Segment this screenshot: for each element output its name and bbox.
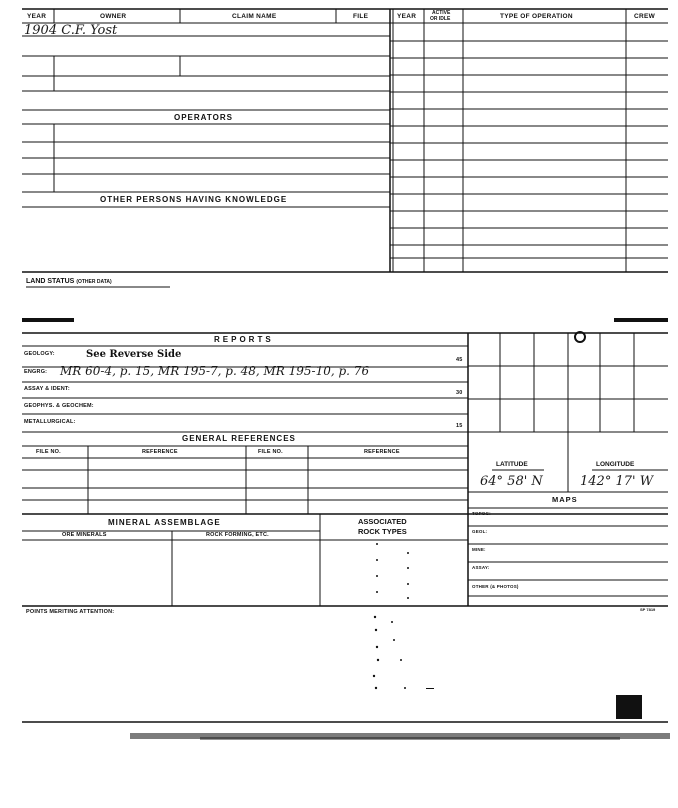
col-year: YEAR <box>27 13 47 20</box>
ref-col-reference: REFERENCE <box>142 449 178 455</box>
geology-value: See Reverse Side <box>86 349 182 360</box>
col-owner: OWNER <box>100 13 127 20</box>
longitude-label: LONGITUDE <box>596 461 635 468</box>
engrg-value: MR 60-4, p. 15, MR 195-7, p. 48, MR 195-10, p. 76 <box>60 364 370 378</box>
form-code: SP 7819 <box>640 607 656 612</box>
col-crew: CREW <box>634 13 656 20</box>
ref-col-file-no: FILE NO. <box>36 449 61 455</box>
ore-minerals-label: ORE MINERALS <box>62 532 107 538</box>
engrg-label: ENGRG: <box>24 369 48 375</box>
owner-entry: 1904 C.F. Yost <box>24 23 118 38</box>
land-status-label <box>26 278 112 285</box>
longitude-value: 142° 17' W <box>580 474 654 489</box>
land-status-title: LAND STATUS <box>26 278 75 285</box>
ref-col-reference-2: REFERENCE <box>364 449 400 455</box>
mineral-assemblage-heading: MINERAL ASSEMBLAGE <box>108 518 221 527</box>
latitude-label: LATITUDE <box>496 461 528 468</box>
col-active-line1: ACTIVE <box>432 10 451 16</box>
report-code-30: 30 <box>456 390 463 396</box>
col-active-line2: OR IDLE <box>430 16 451 22</box>
other-persons-heading: OTHER PERSONS HAVING KNOWLEDGE <box>100 195 288 204</box>
assoc-rock-line2: ROCK TYPES <box>358 527 407 536</box>
reports-heading: REPORTS <box>214 335 274 344</box>
report-code-15: 15 <box>456 423 463 429</box>
col-year-2: YEAR <box>397 13 417 20</box>
maps-heading: MAPS <box>552 495 578 504</box>
points-meriting-label: POINTS MERITING ATTENTION: <box>26 609 115 615</box>
maps-geol: GEOL: <box>472 529 488 534</box>
rock-forming-label: ROCK FORMING, ETC. <box>206 532 269 538</box>
col-type-of-operation: TYPE OF OPERATION <box>500 13 573 20</box>
maps-topog: TOPOG: <box>472 511 491 516</box>
maps-other: OTHER (& PHOTOS) <box>472 584 519 589</box>
maps-mine: MINE: <box>472 547 486 552</box>
assoc-rock-line1: ASSOCIATED <box>358 517 407 526</box>
report-code-45: 45 <box>456 357 463 363</box>
metallurgical-label: METALLURGICAL: <box>24 419 76 425</box>
general-references-heading: GENERAL REFERENCES <box>182 434 296 443</box>
latitude-value: 64° 58' N <box>480 474 543 489</box>
maps-assay: ASSAY: <box>472 565 490 570</box>
col-file: FILE <box>353 13 369 20</box>
col-claim-name: CLAIM NAME <box>232 13 277 20</box>
operators-heading: OPERATORS <box>174 113 233 122</box>
assay-label: ASSAY & IDENT: <box>24 386 70 392</box>
geophys-label: GEOPHYS. & GEOCHEM: <box>24 403 94 409</box>
geology-label: GEOLOGY: <box>24 351 55 357</box>
ref-col-file-no-2: FILE NO. <box>258 449 283 455</box>
land-status-sublabel: (OTHER DATA) <box>76 279 112 285</box>
